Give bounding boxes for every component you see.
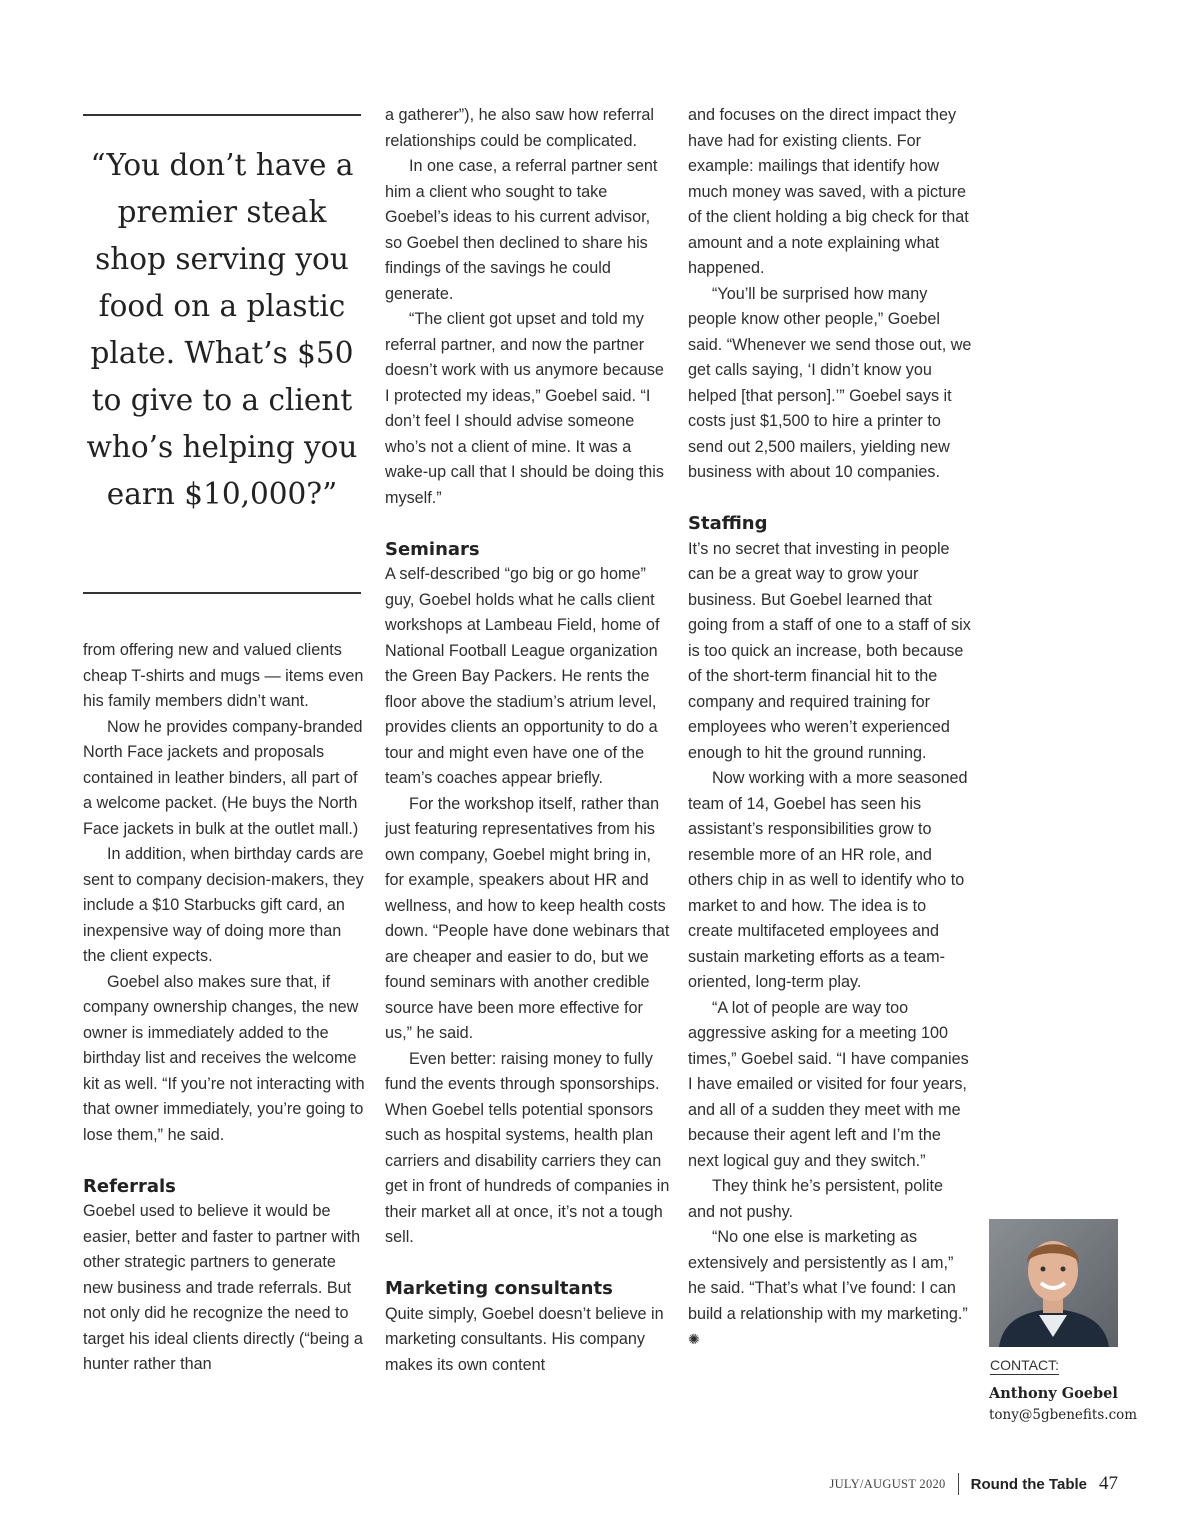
paragraph: For the workshop itself, rather than just featuring representatives from his own company, Goebel might bring in, for example, speakers about HR and wellness, and how to keep health costs down. “People have done webinars that are cheaper and easier to do, but we found seminars with another credible source have been more effective for us,” he said. [385, 794, 670, 1042]
paragraph: and focuses on the direct impact they have had for existing clients. For example: mailings that identify how much money was saved, with a picture of the client holding a big check for that amount and a note explaining what happened. [688, 106, 969, 277]
paragraph: “A lot of people are way too aggressive asking for a meeting 100 times,” Goebel said. “I have companies I have emailed or visited for four years, and all of a sudden they meet with me because their agent left and I’m the next logical guy and they switch.” [688, 998, 969, 1170]
section-heading-marketing-consultants: Marketing consultants [385, 1278, 613, 1299]
contact-name: Anthony Goebel [989, 1385, 1118, 1402]
paragraph: Goebel used to believe it would be easier, better and faster to partner with other strategic partners to generate new business and trade referrals. But not only did he recognize the need to target his ideal clients directly (“being a hunter rather than [83, 1202, 363, 1373]
article-column-1 [83, 638, 368, 1378]
end-mark-icon: ✺ [688, 1332, 700, 1348]
contact-label: CONTACT: [990, 1357, 1059, 1373]
issue-date: JULY/AUGUST 2020 [829, 1476, 946, 1491]
paragraph: Now he provides company-branded North Face jackets and proposals contained in leather binders, all part of a welcome packet. (He buys the North Face jackets in bulk at the outlet mall.) [83, 717, 363, 838]
page-footer [829, 1472, 1118, 1496]
paragraph: In addition, when birthday cards are sent to company decision-makers, they include a $10 Starbucks gift card, an inexpensive way of doing more than the client expects. [83, 845, 364, 965]
paragraph: A self-described “go big or go home” guy, Goebel holds what he calls client workshops at Lambeau Field, home of National Football League organization the Green Bay Packers. He rents the floor above the stadium’s atrium level, provides clients an opportunity to do a tour and might even have one of the team’s coaches appear briefly. [385, 565, 660, 787]
article-column-2 [385, 103, 670, 1378]
paragraph: It’s no secret that investing in people can be a great way to grow your business. But Goebel learned that going from a staff of one to a staff of six is too quick an increase, both because of the short-term financial hit to the company and required training for employees who weren’t experienced enough to hit the ground running. [688, 539, 971, 762]
contact-photo [989, 1219, 1118, 1347]
section-heading-referrals: Referrals [83, 1175, 176, 1197]
article-column-3 [688, 103, 973, 1354]
section-heading-staffing: Staffing [688, 513, 768, 534]
paragraph [688, 1225, 973, 1354]
paragraph: Even better: raising money to fully fund the events through sponsorships. When Goebel tells potential sponsors such as hospital systems, health plan carriers and disability carriers they can get in front of hundreds of companies in their market all at once, it’s not a tough sell. [385, 1049, 670, 1246]
pull-quote-top-rule [83, 114, 361, 116]
section-heading-seminars: Seminars [385, 538, 480, 560]
pull-quote-bottom-rule [83, 592, 361, 594]
paragraph: Goebel also makes sure that, if company ownership changes, the new owner is immediately added to the birthday list and receives the welcome kit as well. “If you’re not interacting with that owner immediately, you’re going to lose them,” he said. [83, 972, 365, 1144]
paragraph: “The client got upset and told my referral partner, and now the partner doesn’t work with us anymore because I protected my ideas,” Goebel said. “I don’t feel I should advise someone who’s not a client of mine. It was a wake-up call that I should be doing this myself.” [385, 310, 664, 507]
paragraph: They think he’s persistent, polite and not pushy. [688, 1177, 943, 1221]
publication-name: Round the Table [970, 1475, 1087, 1493]
page-number: 47 [1099, 1473, 1118, 1494]
paragraph: “You’ll be surprised how many people know other people,” Goebel said. “Whenever we send those out, we get calls saying, ‘I didn’t know you helped [that person].’” Goebel says it costs just $1,500 to hire a printer to send out 2,500 mailers, yielding new business with about 10 companies. [688, 284, 972, 481]
paragraph: In one case, a referral partner sent him a client who sought to take Goebel’s ideas to his current advisor, so Goebel then declined to share his findings of the savings he could generate. [385, 157, 658, 303]
pull-quote: “You don’t have a premier steak shop serving you food on a plastic plate. What’s $50 to give to a client who’s helping you earn $10,000?” [86, 148, 358, 511]
footer-divider [958, 1473, 959, 1495]
paragraph: Now working with a more seasoned team of 14, Goebel has seen his assistant’s responsibilities grow to resemble more of an HR role, and others chip in as well to identify who to market to and how. The idea is to create multifaceted employees and sustain marketing efforts as a team-oriented, long-term play. [688, 769, 968, 991]
contact-email: tony@5gbenefits.com [989, 1407, 1138, 1423]
paragraph-text: “No one else is marketing as extensively and persistently as I am,” he said. “That’s what I’ve found: I can build a relationship with my marketing.” [688, 1228, 968, 1323]
paragraph: Quite simply, Goebel doesn’t believe in marketing consultants. His company makes its own content [385, 1304, 664, 1374]
paragraph: from offering new and valued clients cheap T-shirts and mugs — items even his family members didn’t want. [83, 641, 364, 710]
paragraph: a gatherer”), he also saw how referral relationships could be complicated. [385, 106, 655, 150]
